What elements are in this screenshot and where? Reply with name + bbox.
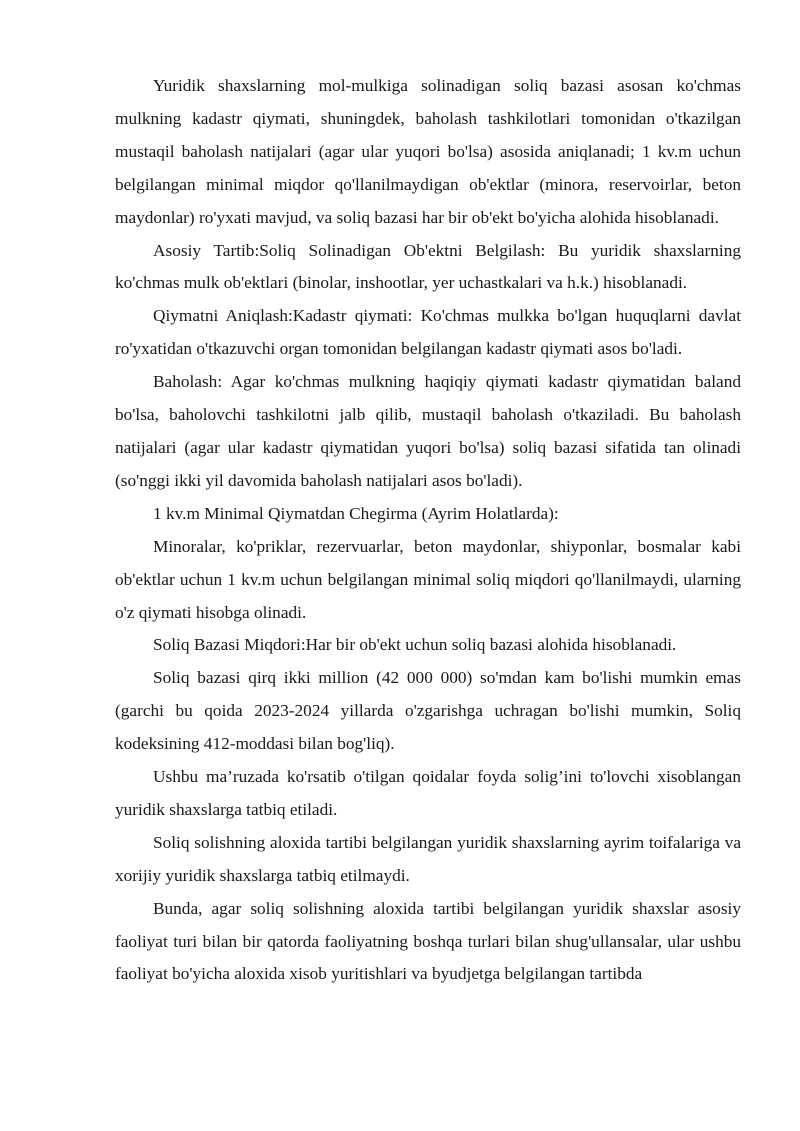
paragraph-minimum-tax-base: Soliq bazasi qirq ikki million (42 000 000) so'mdan kam bo'lishi mumkin emas (garchi bu qoida 2023-2024 yillarda o'zgarishga uchragan bo'lishi mumkin, Soliq kodeksining 412-moddasi bilan bog'liq). [115,668,741,754]
paragraph-valuation: Baholash: Agar ko'chmas mulkning haqiqiy qiymati kadastr qiymatidan baland bo'lsa, baholovchi tashkilotni jalb qilib, mustaqil baholash o'tkaziladi. Bu baholash natijalari (agar ular kadastr qiymatidan yuqori bo'lsa) soliq bazasi sifatida tan olinadi (so'nggi ikki yil davomida baholash natijalari asos bo'ladi). [115,372,741,490]
paragraph-main-procedure: Asosiy Tartib:Soliq Solinadigan Ob'ektni Belgilash: Bu yuridik shaxslarning ko'chmas mulk ob'ektlari (binolar, inshootlar, yer uchastkalari va h.k.) hisoblanadi. [115,240,741,293]
document-page [115,70,741,991]
paragraph-value-determination: Qiymatni Aniqlash:Kadastr qiymati: Ko'chmas mulkka bo'lgan huquqlarni davlat ro'yxatidan o'tkazuvchi organ tomonidan belgilangan kadastr qiymati asos bo'ladi. [115,306,741,359]
paragraph-exclusions: Soliq solishning aloxida tartibi belgilangan yuridik shaxslarning ayrim toifalariga va xorijiy yuridik shaxslarga tatbiq etilmaydi. [115,832,741,885]
paragraph-minimum-exemption-heading: 1 kv.m Minimal Qiymatdan Chegirma (Ayrim Holatlarda): [153,503,559,523]
paragraph-tax-base-amount: Soliq Bazasi Miqdori:Har bir ob'ekt uchun soliq bazasi alohida hisoblanadi. [153,635,677,655]
paragraph-separate-accounting: Bunda, agar soliq solishning aloxida tartibi belgilangan yuridik shaxslar asosiy faoliyat turi bilan bir qatorda faoliyatning boshqa turlari bilan shug'ullansalar, ular ushbu faoliyat bo'yicha aloxida xisob yuritishlari va byudjetga belgilangan tartibda [115,898,741,984]
paragraph-applicability: Ushbu ma’ruzada ko'rsatib o'tilgan qoidalar foyda solig’ini to'lovchi xisoblangan yuridik shaxslarga tatbiq etiladi. [115,767,741,819]
paragraph-tax-base-overview: Yuridik shaxslarning mol-mulkiga solinadigan soliq bazasi asosan ko'chmas mulkning kadastr qiymati, shuningdek, baholash tashkilotlari tomonidan o'tkazilgan mustaqil baholash natijalari (agar ular yuqori bo'lsa) asosida aniqlanadi; 1 kv.m uchun belgilangan minimal miqdor qo'llanilmaydigan ob'ektlar (minora, reservoirlar, beton maydonlar) ro'yxati mavjud, va soliq bazasi har bir ob'ekt bo'yicha alohida hisoblanadi. [115,76,741,227]
paragraph-exempt-objects: Minoralar, ko'priklar, rezervuarlar, beton maydonlar, shiyponlar, bosmalar kabi ob'ektlar uchun 1 kv.m uchun belgilangan minimal soliq miqdori qo'llanilmaydi, ularning o'z qiymati hisobga olinadi. [115,536,741,622]
